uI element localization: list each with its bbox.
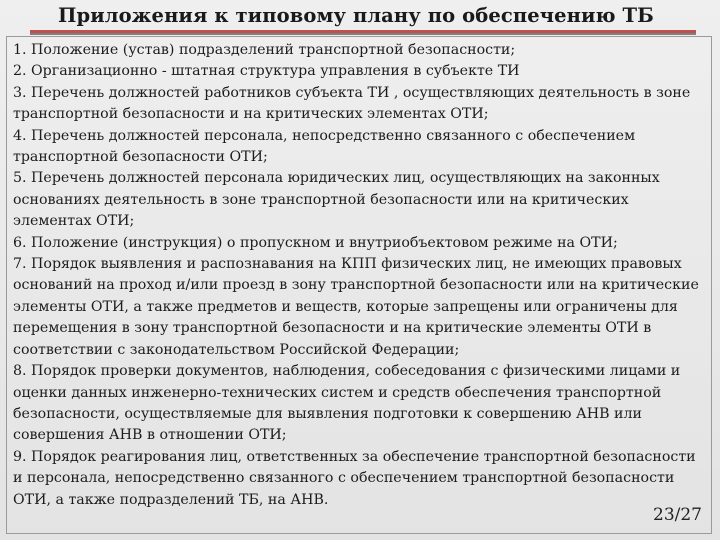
list-item: 9. Порядок реагирования лиц, ответственных за обеспечение транспортной безопасности и персонала, непосредственно связанного с обеспечением транспортной безопасности ОТИ, а также подразделений ТБ, на АНВ. [13,448,696,508]
list-item: 1. Положение (устав) подразделений транспортной безопасности; [13,42,516,58]
list-item: 4. Перечень должностей персонала, непосредственно связанного с обеспечением транспортной безопасности ОТИ; [13,127,636,166]
list-item: 2. Организационно - штатная структура управления в субъекте ТИ [13,63,520,80]
slide-title: Приложения к типовому плану по обеспечению ТБ [58,4,654,27]
list-item: 3. Перечень должностей работников субъекта ТИ , осуществляющих деятельность в зоне транспортной безопасности и на критических элементах ОТИ; [13,84,691,123]
list-item: 5. Перечень должностей персонала юридических лиц, осуществляющих на законных основаниях деятельность в зоне транспортной безопасности или на критических элементах ОТИ; [13,170,660,230]
title-underline [30,33,696,35]
list-item: 8. Порядок проверки документов, наблюдения, собеседования с физическими лицами и оценки данных инженерно-технических систем и средств обеспечения транспортной безопасности, осуществляемые для выявления подготовки к совершению АНВ или совершения АНВ в отношении ОТИ; [13,363,681,444]
page-number: 23/27 [653,505,702,525]
appendix-list [13,40,703,511]
list-item: 7. Порядок выявления и распознавания на КПП физических лиц, не имеющих правовых оснований на проход и/или проезд в зону транспортной безопасности или на критические элементы ОТИ, а также предметов и веществ, которые запрещены или ограничены для перемещения в зону транспортной безопасности и на критические элементы ОТИ в соответствии с законодательством Российской Федерации; [13,256,699,358]
title-bar [0,0,720,40]
list-item: 6. Положение (инструкция) о пропускном и внутриобъектовом режиме на ОТИ; [13,234,618,251]
